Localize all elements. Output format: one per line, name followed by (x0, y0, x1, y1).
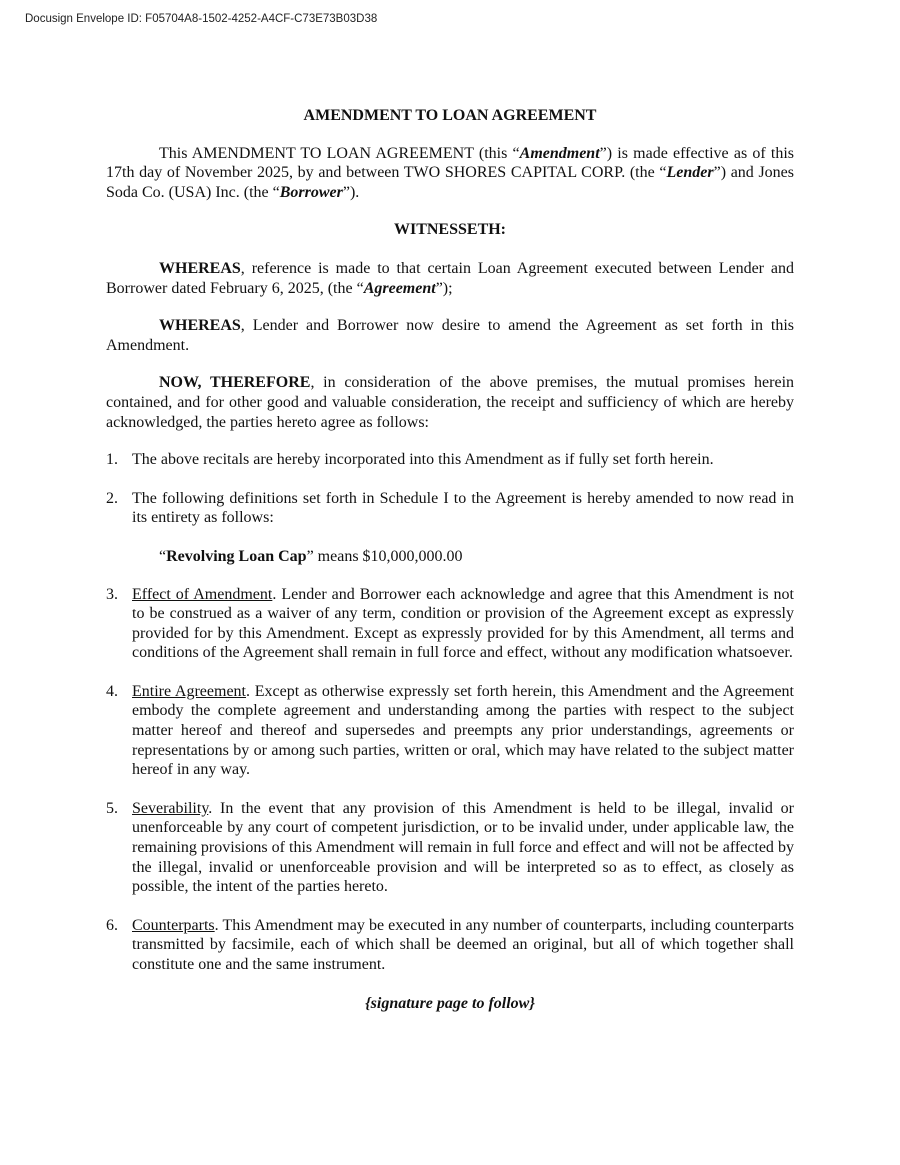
list-item: 5. Severability. In the event that any provision of this Amendment is held to be illegal, invalid or unenforceable by any court of competent jurisdiction, or to be invalid under, under applicable law, the remaining provisions of this Amendment will remain in full force and effect and will not be affected by the illegal, invalid or unenforceable provision and will be interpreted so as to effect, as closely as possible, the intent of the parties hereto. (106, 799, 794, 896)
intro-paragraph: This AMENDMENT TO LOAN AGREEMENT (this “Amendment”) is made effective as of this 17th day of November 2025, by and between TWO SHORES CAPITAL CORP. (the “Lender”) and Jones Soda Co. (USA) Inc. (the “Borrower”). (106, 144, 795, 201)
section-heading: Entire Agreement (132, 682, 247, 700)
list-item: 3. Effect of Amendment. Lender and Borrower each acknowledge and agree that this Amendment is not to be construed as a waiver of any term, condition or provision of the Agreement except as expressly provided for by this Amendment. Except as expressly provided for by this Amendment, all terms and conditions of the Agreement shall remain in full force and effect, without any modification whatsoever. (106, 585, 794, 662)
signature-page-note: {signature page to follow} (365, 994, 535, 1012)
witnesseth-heading: WITNESSETH: (393, 221, 507, 239)
list-item: 6. Counterparts. This Amendment may be executed in any number of counterparts, including counterparts transmitted by facsimile, each of which shall be deemed an original, but all of which together shall constitute one and the same instrument. (106, 916, 794, 973)
document-page (106, 106, 794, 1013)
document-title: AMENDMENT TO LOAN AGREEMENT (303, 107, 597, 124)
revolving-loan-cap-definition: “Revolving Loan Cap” means $10,000,000.00 (159, 547, 463, 565)
whereas-paragraph-1: WHEREAS, reference is made to that certain Loan Agreement executed between Lender and Borrower dated February 6, 2025, (the “Agreement”); (106, 259, 794, 297)
borrower-term: Borrower (279, 183, 343, 201)
now-therefore-paragraph: NOW, THEREFORE, in consideration of the above premises, the mutual promises herein contained, and for other good and valuable consideration, the receipt and sufficiency of which are hereby acknowledged, the parties hereto agree as follows: (106, 374, 795, 431)
docusign-envelope-id: Docusign Envelope ID: F05704A8-1502-4252-A4CF-C73E73B03D38 (25, 13, 378, 25)
agreement-term: Agreement (363, 279, 436, 297)
section-heading: Counterparts (132, 916, 215, 934)
list-item: 4. Entire Agreement. Except as otherwise expressly set forth herein, this Amendment and the Agreement embody the complete agreement and understanding among the parties with respect to the subject matter hereof and thereof and supersedes and preempts any prior understandings, agreements or representations by or among such parties, written or oral, which may have related to the subject matter hereof in any way. (106, 682, 795, 779)
list-item: 2. The following definitions set forth in Schedule I to the Agreement is hereby amended to now read in its entirety as follows: (106, 489, 794, 527)
amendment-term: Amendment (519, 144, 600, 162)
section-heading: Severability (132, 799, 209, 817)
section-heading: Effect of Amendment (132, 585, 273, 603)
list-item: 1. The above recitals are hereby incorporated into this Amendment as if fully set forth herein. (106, 451, 714, 469)
whereas-paragraph-2: WHEREAS, Lender and Borrower now desire to amend the Agreement as set forth in this Amendment. (106, 317, 794, 354)
lender-term: Lender (666, 164, 714, 182)
